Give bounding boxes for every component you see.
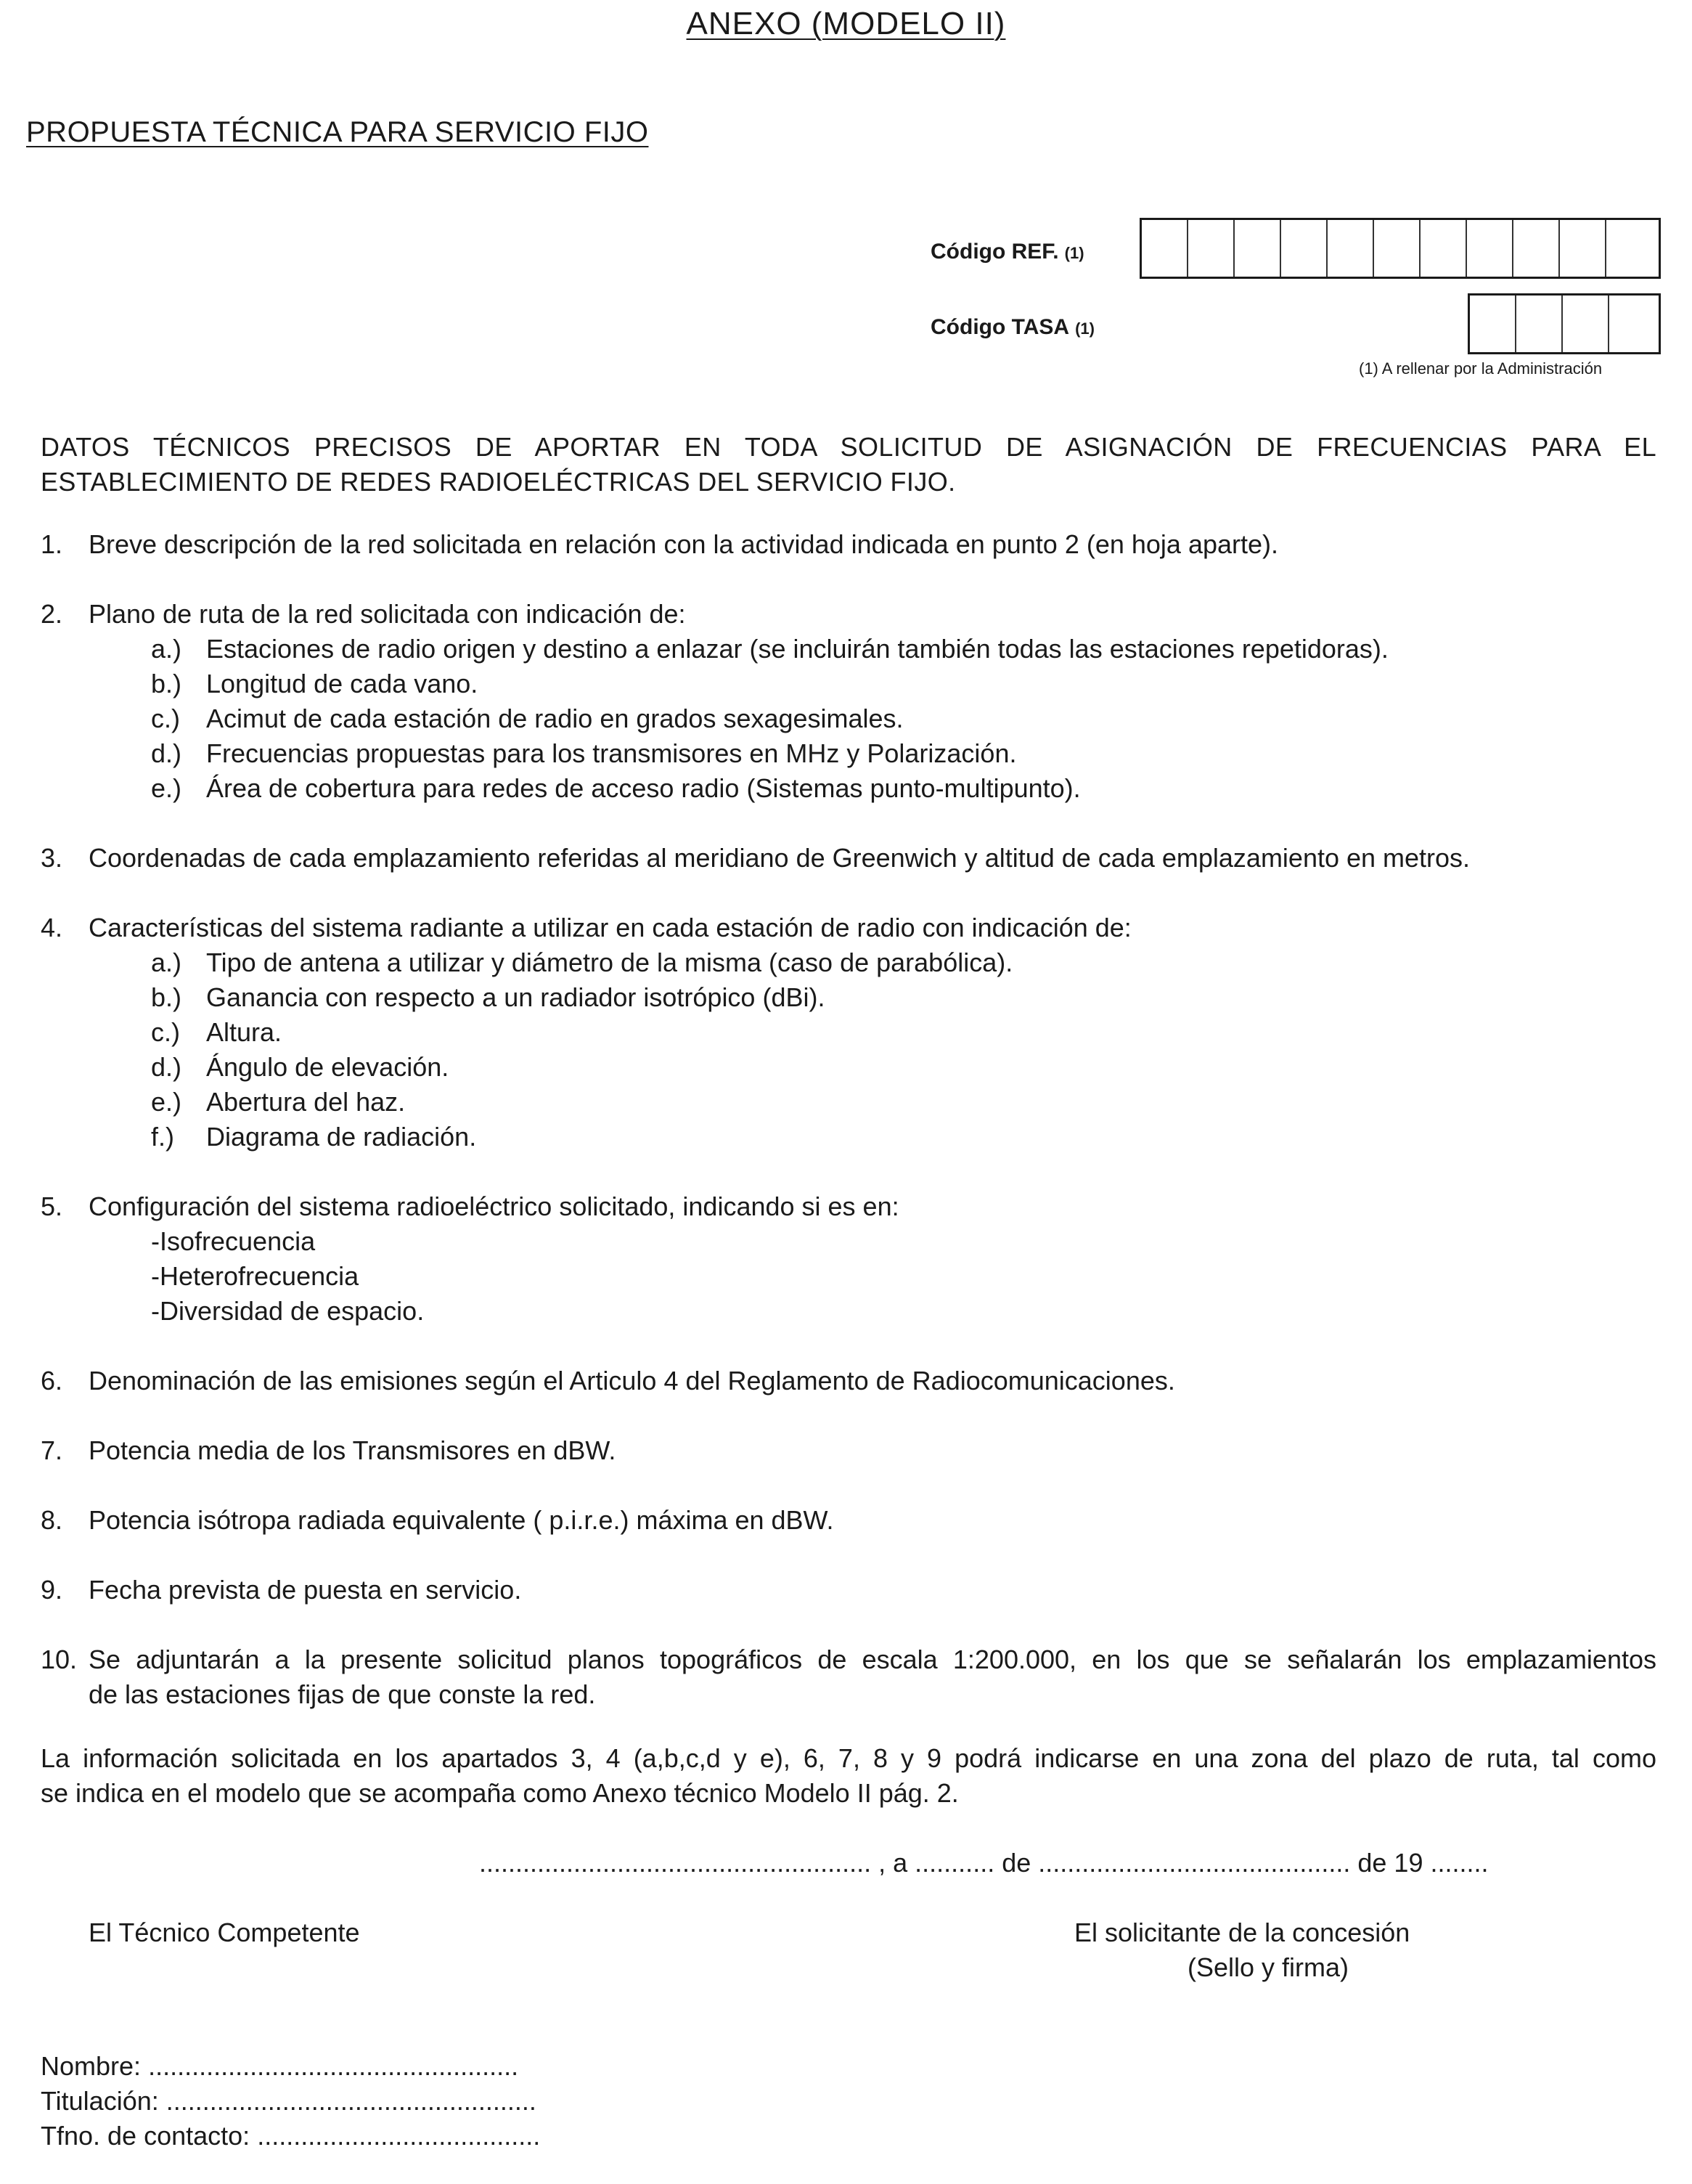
- year-field[interactable]: ........: [1430, 1848, 1489, 1878]
- codigo-tasa-boxes: [1468, 293, 1661, 354]
- codigo-ref-cell: [1374, 220, 1421, 277]
- contact-phone-label: Tfno. de contacto:: [41, 2121, 250, 2151]
- codigo-ref-cell: [1560, 220, 1606, 277]
- administration-footnote: (1) A rellenar por la Administración: [1359, 359, 1603, 378]
- item-9-text: Fecha prevista de puesta en servicio.: [89, 1575, 522, 1605]
- codigo-tasa-text: Código TASA: [931, 315, 1070, 339]
- item-2a-letter: a.): [151, 634, 182, 664]
- item-3-number: 3.: [41, 843, 63, 873]
- intro-paragraph: DATOS TÉCNICOS PRECISOS DE APORTAR EN TODA SOLICITUD DE ASIGNACIÓN DE FRECUENCIAS PARA EL ESTABLECIMIENTO DE REDES RADIOELÉCTRICAS DEL SERVICIO FIJO.: [41, 432, 1656, 497]
- technician-signature-label: El Técnico Competente: [89, 1918, 360, 1947]
- date-de19-label: de 19: [1357, 1848, 1423, 1878]
- item-1-text: Breve descripción de la red solicitada en relación con la actividad indicada en punto 2 (en hoja aparte).: [89, 529, 1279, 559]
- document-title: ANEXO (MODELO II): [686, 6, 1006, 41]
- contact-title-label: Titulación:: [41, 2086, 159, 2116]
- contact-phone-row: [41, 2119, 540, 2154]
- item-4-number: 4.: [41, 913, 63, 942]
- item-2-text: Plano de ruta de la red solicitada con indicación de:: [89, 599, 686, 629]
- document-subtitle: PROPUESTA TÉCNICA PARA SERVICIO FIJO: [26, 116, 649, 148]
- codigo-ref-text: Código REF.: [931, 240, 1059, 264]
- item-10-number: 10.: [41, 1645, 78, 1674]
- codigo-ref-boxes: [1140, 218, 1661, 279]
- item-4d-text: Ángulo de elevación.: [206, 1052, 449, 1082]
- item-4-text: Características del sistema radiante a utilizar en cada estación de radio con indicación de:: [89, 913, 1132, 942]
- item-1-number: 1.: [41, 529, 63, 559]
- codigo-ref-cell: [1328, 220, 1374, 277]
- item-2b-text: Longitud de cada vano.: [206, 669, 478, 698]
- month-field[interactable]: ...........................................: [1038, 1848, 1351, 1878]
- item-10-line-1: Se adjuntarán a la presente solicitud planos topográficos de escala 1:200.000, en los que se señalarán los emplazamientos: [89, 1645, 1656, 1674]
- place-field[interactable]: ......................................................: [479, 1848, 872, 1878]
- item-7-number: 7.: [41, 1435, 63, 1465]
- item-2-number: 2.: [41, 599, 63, 629]
- contact-name-row: [41, 2049, 518, 2084]
- codigo-tasa-cell: [1516, 296, 1563, 352]
- item-5-text: Configuración del sistema radioeléctrico solicitado, indicando si es en:: [89, 1191, 899, 1221]
- codigo-tasa-label: [931, 315, 1095, 340]
- item-10-line-2: de las estaciones fijas de que conste la red.: [89, 1679, 596, 1709]
- note-paragraph-line-2: se indica en el modelo que se acompaña como Anexo técnico Modelo II pág. 2.: [41, 1778, 959, 1808]
- date-line: [479, 1846, 1489, 1881]
- item-4e-text: Abertura del haz.: [206, 1087, 406, 1117]
- date-de-label: de: [1002, 1848, 1031, 1878]
- contact-title-row: [41, 2084, 536, 2119]
- item-5-option-isofrecuencia: -Isofrecuencia: [151, 1226, 316, 1256]
- item-2a-text: Estaciones de radio origen y destino a enlazar (se incluirán también todas las estaciones repetidoras).: [206, 634, 1389, 664]
- codigo-ref-cell: [1235, 220, 1281, 277]
- item-4a-text: Tipo de antena a utilizar y diámetro de la misma (caso de parabólica).: [206, 948, 1013, 977]
- item-2c-text: Acimut de cada estación de radio en grados sexagesimales.: [206, 704, 904, 733]
- applicant-signature-label: El solicitante de la concesión: [1074, 1918, 1410, 1947]
- item-2d-text: Frecuencias propuestas para los transmisores en MHz y Polarización.: [206, 738, 1017, 768]
- item-5-option-heterofrecuencia: -Heterofrecuencia: [151, 1261, 359, 1291]
- item-4f-text: Diagrama de radiación.: [206, 1122, 477, 1152]
- codigo-ref-label: [931, 240, 1084, 264]
- item-2b-letter: b.): [151, 669, 182, 698]
- item-8-text: Potencia isótropa radiada equivalente ( p.i.r.e.) máxima en dBW.: [89, 1505, 834, 1535]
- applicant-seal-label: (Sello y firma): [1188, 1952, 1349, 1982]
- codigo-tasa-note-mark: (1): [1075, 319, 1095, 338]
- item-7-text: Potencia media de los Transmisores en dBW.: [89, 1435, 616, 1465]
- codigo-tasa-cell: [1609, 296, 1654, 352]
- item-4d-letter: d.): [151, 1052, 182, 1082]
- item-4b-letter: b.): [151, 982, 182, 1012]
- item-6-number: 6.: [41, 1366, 63, 1395]
- item-8-number: 8.: [41, 1505, 63, 1535]
- item-5-number: 5.: [41, 1191, 63, 1221]
- codigo-ref-cell: [1188, 220, 1235, 277]
- codigo-ref-cell: [1142, 220, 1188, 277]
- codigo-ref-cell: [1606, 220, 1654, 277]
- item-9-number: 9.: [41, 1575, 63, 1605]
- contact-name-label: Nombre:: [41, 2051, 142, 2081]
- item-2e-letter: e.): [151, 773, 182, 803]
- item-2d-letter: d.): [151, 738, 182, 768]
- contact-title-field[interactable]: ...................................................: [165, 2086, 536, 2116]
- date-a-label: , a: [878, 1848, 908, 1878]
- item-4c-letter: c.): [151, 1017, 180, 1047]
- item-5-option-diversidad: -Diversidad de espacio.: [151, 1296, 425, 1326]
- item-4c-text: Altura.: [206, 1017, 282, 1047]
- item-4f-letter: f.): [151, 1122, 174, 1152]
- codigo-ref-cell: [1467, 220, 1513, 277]
- contact-phone-field[interactable]: .......................................: [257, 2121, 541, 2151]
- item-2e-text: Área de cobertura para redes de acceso radio (Sistemas punto-multipunto).: [206, 773, 1081, 803]
- codigo-ref-note-mark: (1): [1064, 244, 1084, 262]
- item-4e-letter: e.): [151, 1087, 182, 1117]
- item-4b-text: Ganancia con respecto a un radiador isotrópico (dBi).: [206, 982, 825, 1012]
- item-6-text: Denominación de las emisiones según el Articulo 4 del Reglamento de Radiocomunicaciones.: [89, 1366, 1175, 1395]
- day-field[interactable]: ...........: [915, 1848, 995, 1878]
- note-paragraph-line-1: La información solicitada en los apartados 3, 4 (a,b,c,d y e), 6, 7, 8 y 9 podrá indicarse en una zona del plazo de ruta, tal como: [41, 1743, 1656, 1773]
- codigo-ref-cell: [1281, 220, 1328, 277]
- codigo-ref-cell: [1513, 220, 1560, 277]
- item-3-text: Coordenadas de cada emplazamiento referidas al meridiano de Greenwich y altitud de cada emplazamiento en metros.: [89, 843, 1471, 873]
- item-4a-letter: a.): [151, 948, 182, 977]
- codigo-tasa-cell: [1563, 296, 1609, 352]
- item-2c-letter: c.): [151, 704, 180, 733]
- codigo-ref-cell: [1421, 220, 1467, 277]
- codigo-tasa-cell: [1470, 296, 1516, 352]
- contact-name-field[interactable]: ...................................................: [148, 2051, 519, 2081]
